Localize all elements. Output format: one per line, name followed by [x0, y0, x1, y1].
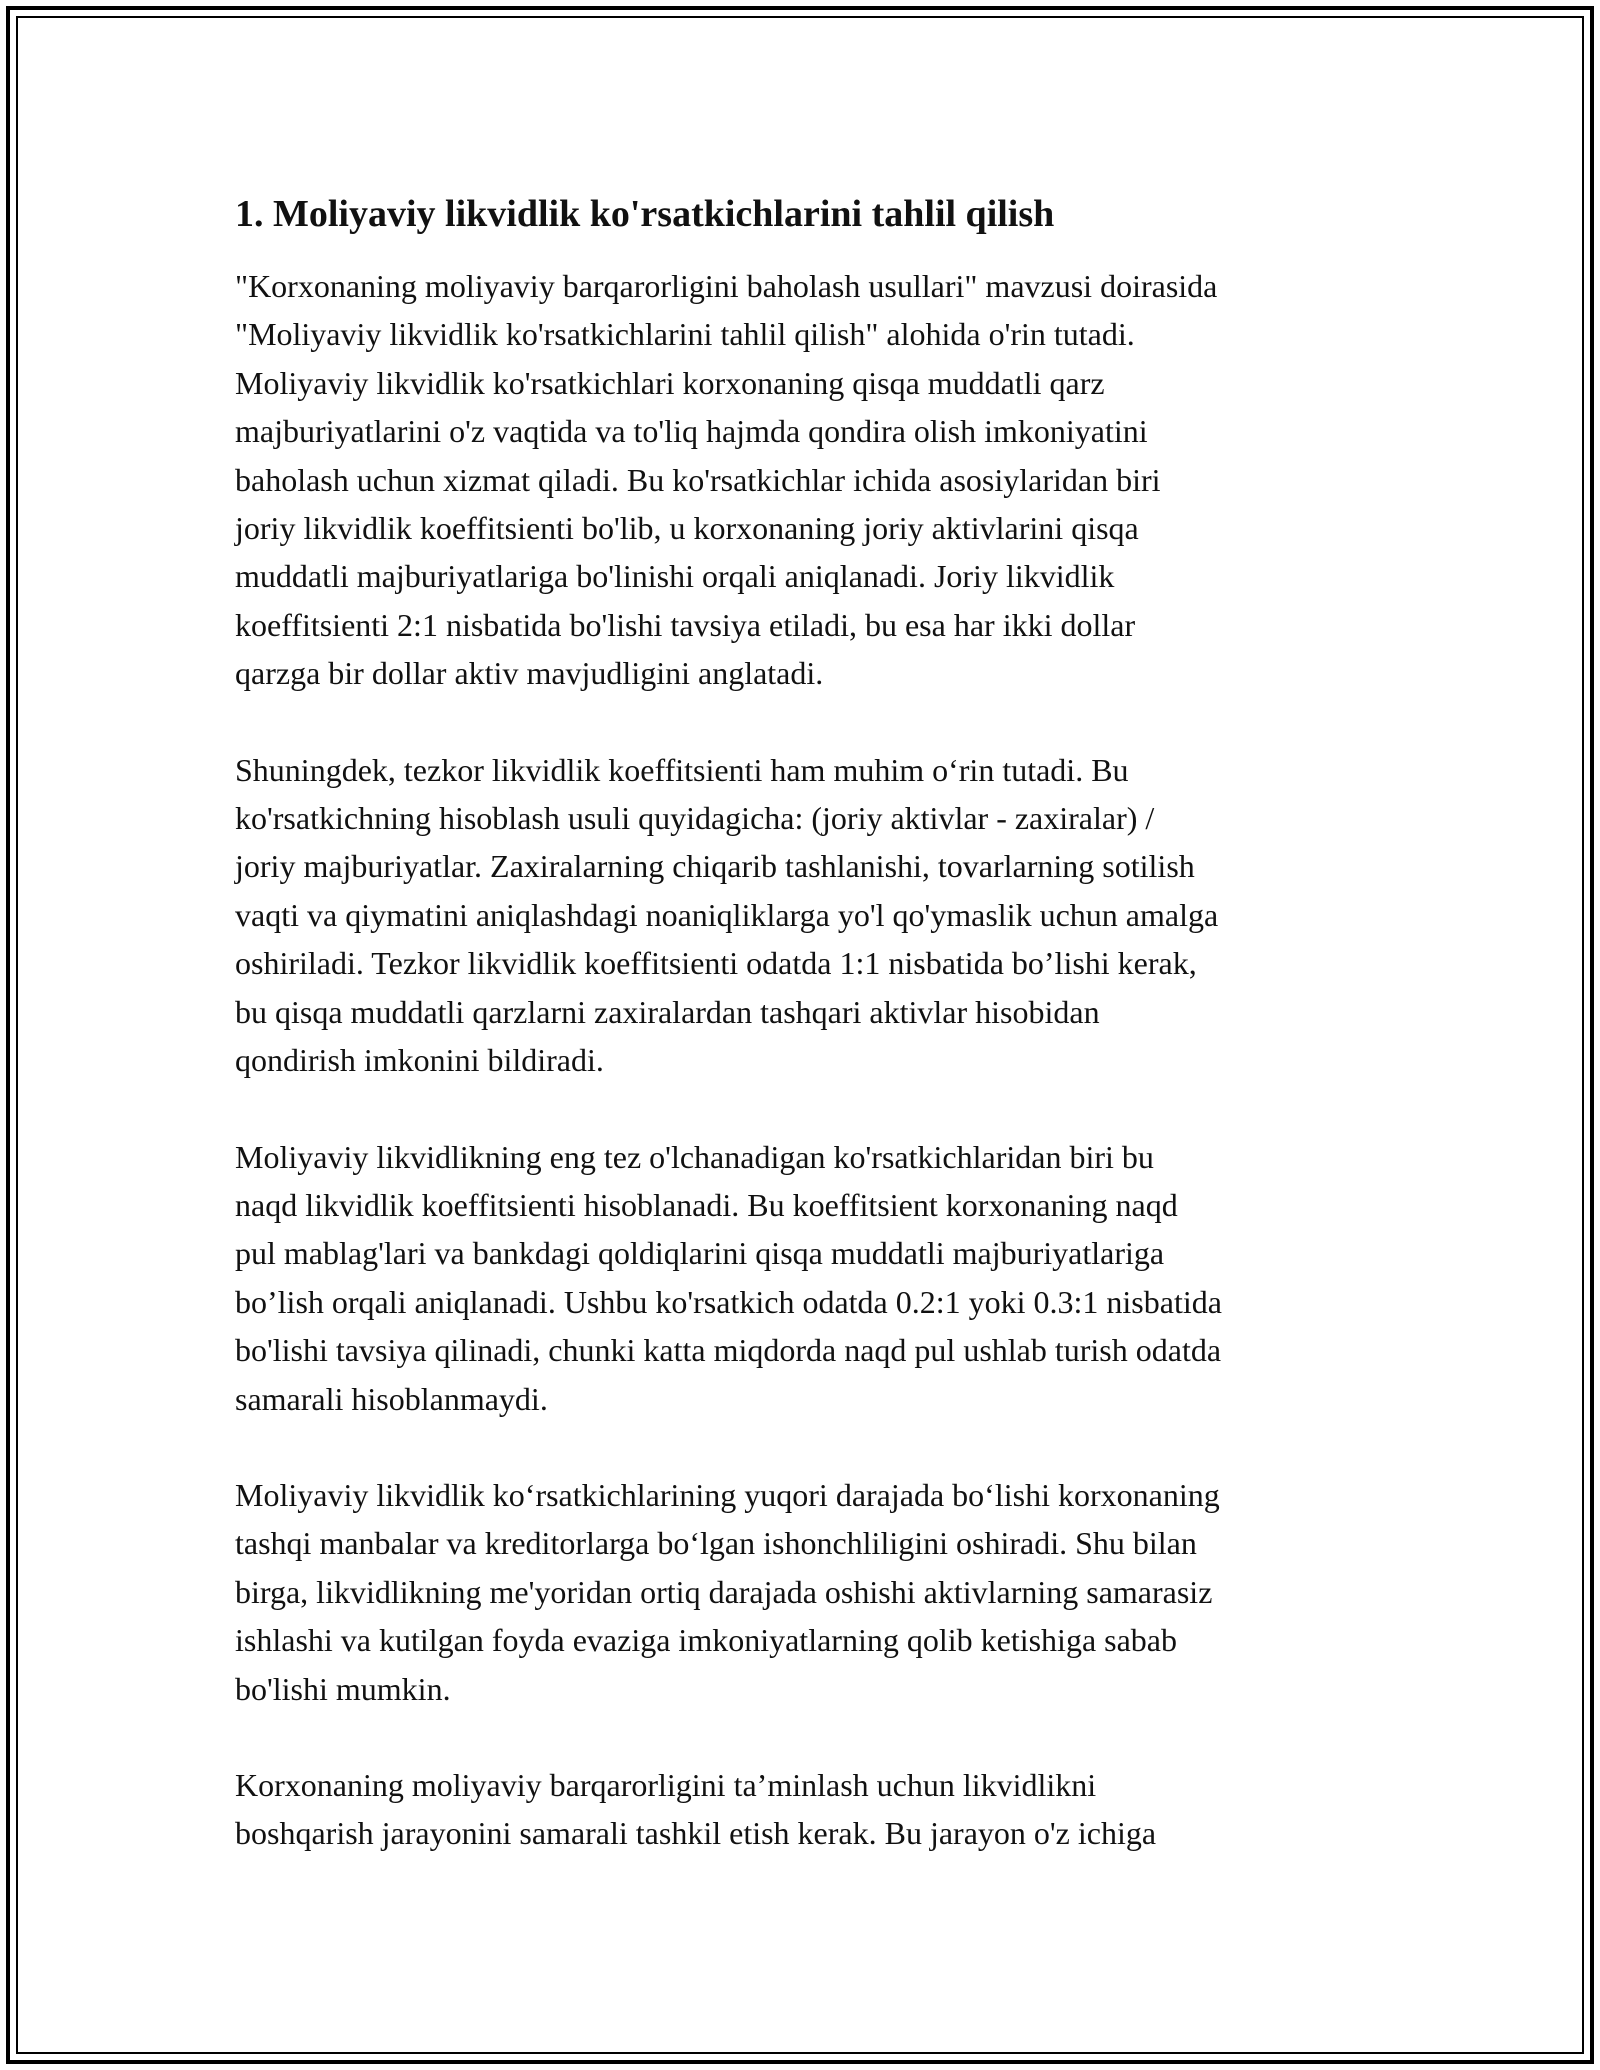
- paragraph-line: boshqarish jarayonini samarali tashkil etish kerak. Bu jarayon o'z ichiga: [235, 1815, 1157, 1852]
- paragraph-line: joriy majburiyatlar. Zaxiralarning chiqarib tashlanishi, tovarlarning sotilish: [235, 848, 1195, 885]
- document-body: [235, 186, 1375, 1906]
- paragraph-line: "Korxonaning moliyaviy barqarorligini baholash usullari" mavzusi doirasida: [235, 268, 1218, 304]
- paragraph-line: ishlashi va kutilgan foyda evaziga imkoniyatlarning qolib ketishiga sabab: [235, 1622, 1177, 1659]
- paragraph-line: oshiriladi. Tezkor likvidlik koeffitsienti odatda 1:1 nisbatida bo’lishi kerak,: [235, 945, 1197, 982]
- paragraph-line: vaqti va qiymatini aniqlashdagi noaniqliklarga yo'l qo'ymaslik uchun amalga: [235, 896, 1219, 933]
- paragraph-line: Moliyaviy likvidlik ko‘rsatkichlarining yuqori darajada bo‘lishi korxonaning: [235, 1476, 1220, 1513]
- paragraph-line: birga, likvidlikning me'yoridan ortiq darajada oshishi aktivlarning samarasiz: [235, 1573, 1213, 1610]
- paragraph-line: tashqi manbalar va kreditorlarga bo‘lgan ishonchliligini oshiradi. Shu bilan: [235, 1525, 1197, 1562]
- paragraph-line: Korxonaning moliyaviy barqarorligini ta’minlash uchun likvidlikni: [235, 1766, 1097, 1803]
- paragraph-line: "Moliyaviy likvidlik ko'rsatkichlarini tahlil qilish" alohida o'rin tutadi.: [235, 316, 1135, 353]
- paragraph-line: baholash uchun xizmat qiladi. Bu ko'rsatkichlar ichida asosiylaridan biri: [235, 461, 1161, 498]
- paragraph-2: [235, 746, 1375, 1085]
- paragraph-line: ko'rsatkichning hisoblash usuli quyidagicha: (joriy aktivlar - zaxiralar) /: [235, 800, 1155, 837]
- paragraph-line: qarzga bir dollar aktiv mavjudligini anglatadi.: [235, 655, 824, 692]
- paragraph-line: joriy likvidlik koeffitsienti bo'lib, u korxonaning joriy aktivlarini qisqa: [235, 510, 1139, 547]
- paragraph-line: bo'lishi tavsiya qilinadi, chunki katta miqdorda naqd pul ushlab turish odatda: [235, 1332, 1222, 1369]
- paragraph-line: bo’lish orqali aniqlanadi. Ushbu ko'rsatkich odatda 0.2:1 yoki 0.3:1 nisbatida: [235, 1283, 1222, 1320]
- paragraph-5: [235, 1761, 1375, 1858]
- paragraph-line: naqd likvidlik koeffitsienti hisoblanadi. Bu koeffitsient korxonaning naqd: [235, 1186, 1178, 1223]
- paragraph-line: Moliyaviy likvidlik ko'rsatkichlari korxonaning qisqa muddatli qarz: [235, 364, 1105, 401]
- paragraph-line: majburiyatlarini o'z vaqtida va to'liq hajmda qondira olish imkoniyatini: [235, 413, 1148, 450]
- paragraph-4: [235, 1471, 1375, 1713]
- paragraph-line: pul mablag'lari va bankdagi qoldiqlarini qisqa muddatli majburiyatlariga: [235, 1235, 1165, 1272]
- paragraph-line: Moliyaviy likvidlikning eng tez o'lchanadigan ko'rsatkichlaridan biri bu: [235, 1138, 1154, 1175]
- paragraph-line: koeffitsienti 2:1 nisbatida bo'lishi tavsiya etiladi, bu esa har ikki dollar: [235, 606, 1136, 643]
- paragraph-3: [235, 1133, 1375, 1423]
- paragraph-line: samarali hisoblanmaydi.: [235, 1380, 548, 1417]
- paragraph-line: bo'lishi mumkin.: [235, 1670, 451, 1707]
- section-heading: 1. Moliyaviy likvidlik ko'rsatkichlarini tahlil qilish: [235, 193, 1055, 235]
- paragraph-line: Shuningdek, tezkor likvidlik koeffitsienti ham muhim o‘rin tutadi. Bu: [235, 751, 1129, 788]
- paragraph-line: qondirish imkonini bildiradi.: [235, 1042, 604, 1079]
- paragraph-line: bu qisqa muddatli qarzlarni zaxiralardan tashqari aktivlar hisobidan: [235, 993, 1100, 1030]
- paragraph-1: [235, 262, 1375, 698]
- paragraph-line: muddatli majburiyatlariga bo'linishi orqali aniqlanadi. Joriy likvidlik: [235, 558, 1115, 595]
